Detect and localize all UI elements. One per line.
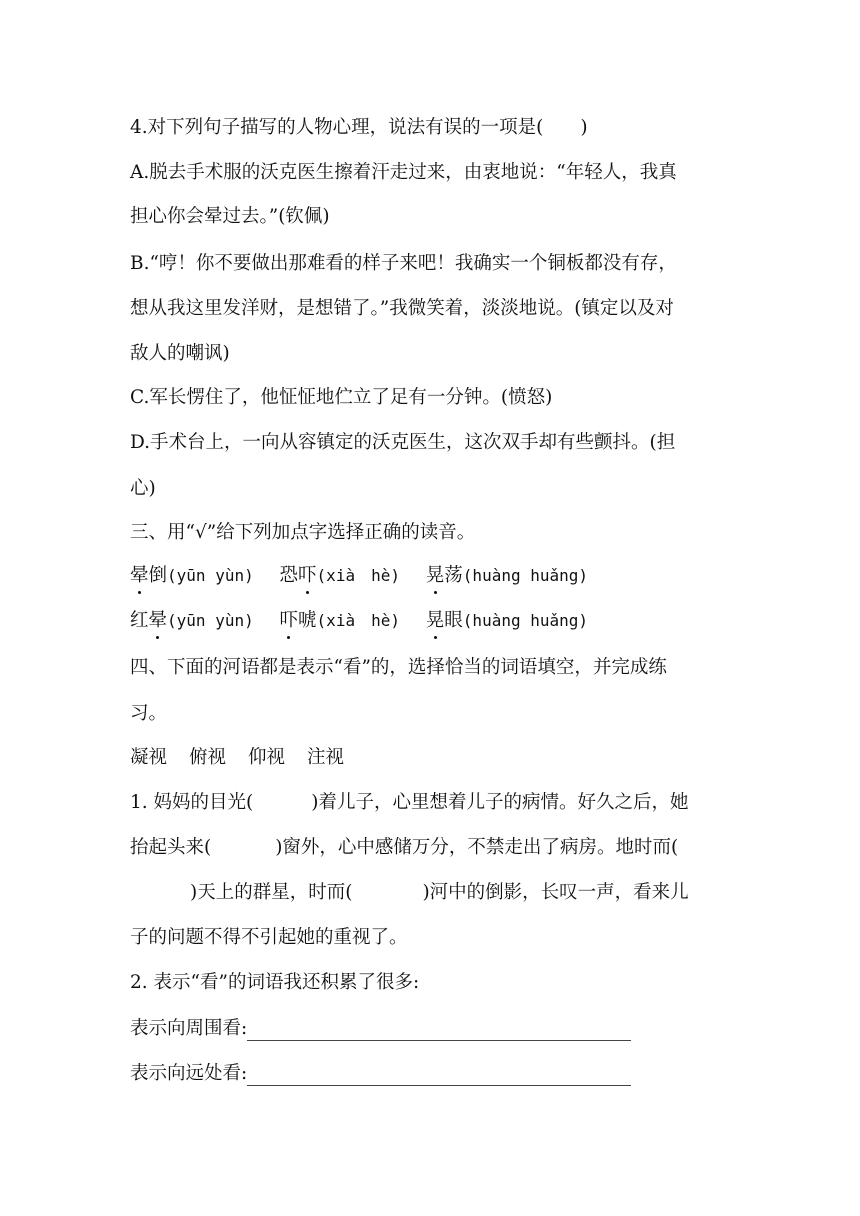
option-a-line-1: A.脱去手术服的沃克医生擦着汗走过来，由衷地说：“年轻人，我真 — [130, 162, 677, 183]
plain-char: 恐 — [279, 565, 299, 586]
fill-paragraph-line-3 — [130, 881, 689, 905]
option-c-line-1: C.军长愣住了，他怔怔地伫立了足有一分钟。(愤怒) — [130, 387, 553, 408]
dotted-char: 晕 — [130, 565, 149, 586]
dotted-char: 晃 — [425, 610, 445, 631]
answer-label: 表示向周围看: — [130, 1018, 248, 1039]
text-fragment: )窗外，心中感储万分，不禁走出了病房。地时而( — [275, 837, 679, 858]
pinyin-options: (yūn yùn) — [167, 566, 254, 585]
text-fragment: )着儿子，心里想着儿子的病情。好久之后，她 — [311, 792, 689, 813]
dotted-char: 晃 — [425, 565, 445, 586]
word-bank-item: 凝视 — [130, 747, 168, 768]
pinyin-options: (xià hè) — [316, 566, 400, 585]
dotted-char: 吓 — [298, 565, 317, 586]
fill-paragraph-line-1 — [130, 791, 688, 815]
word-bank-item: 注视 — [307, 747, 345, 768]
option-b-line-1: B.“哼！你不要做出那难看的样子来吧！我确实一个铜板都没有存， — [130, 253, 677, 274]
pinyin-options: (huàng huǎng) — [462, 611, 589, 630]
text-fragment: )河中的倒影，长叹一声，看来儿 — [422, 882, 689, 903]
text-fragment: )天上的群星，时而( — [190, 882, 353, 903]
pinyin-row-1 — [130, 564, 588, 588]
option-b-line-3: 敌人的嘲讽) — [130, 343, 230, 364]
answer-blank[interactable] — [247, 1065, 631, 1086]
plain-char: 眼 — [444, 610, 463, 631]
practice-2-stem: 2. 表示“看”的词语我还积累了很多: — [130, 972, 420, 993]
option-d-line-1: D.手术台上，一向从容镇定的沃克医生，这次双手却有些颤抖。(担 — [130, 432, 676, 453]
dotted-char: 吓 — [279, 610, 299, 631]
answer-line-far — [130, 1062, 631, 1086]
plain-char: 荡 — [444, 565, 463, 586]
word-bank-item: 仰视 — [248, 747, 286, 768]
pinyin-row-2 — [130, 609, 588, 633]
option-d-line-2: 心) — [130, 478, 156, 499]
dotted-char: 晕 — [148, 610, 168, 631]
option-b-line-2: 想从我这里发洋财，是想错了。”我微笑着，淡淡地说。(镇定以及对 — [130, 298, 674, 319]
section-4-heading-line-1: 四、下面的河语都是表示“看”的，选择恰当的词语填空，并完成练 — [130, 657, 667, 678]
section-4-heading-line-2: 习。 — [130, 703, 168, 724]
answer-blank[interactable] — [247, 1020, 631, 1041]
text-fragment: 抬起头来( — [130, 837, 212, 858]
plain-char: 红 — [130, 610, 149, 631]
option-a-line-2: 担心你会晕过去。”(钦佩) — [130, 206, 330, 227]
section-3-heading: 三、用“√”给下列加点字选择正确的读音。 — [130, 522, 476, 543]
fill-paragraph-line-2 — [130, 836, 678, 860]
plain-char: 倒 — [148, 565, 168, 586]
question-4-stem: 4.对下列句子描写的人物心理，说法有误的一项是( ) — [130, 117, 588, 138]
text-fragment: 1. 妈妈的目光( — [130, 792, 254, 813]
plain-char: 唬 — [298, 610, 317, 631]
fill-paragraph-line-4: 子的问题不得不引起她的重视了。 — [130, 927, 408, 948]
answer-line-around — [130, 1017, 631, 1041]
word-bank-item: 俯视 — [189, 747, 227, 768]
pinyin-options: (yūn yùn) — [167, 611, 254, 630]
pinyin-options: (xià hè) — [316, 611, 400, 630]
pinyin-options: (huàng huǎng) — [462, 566, 589, 585]
word-bank — [130, 746, 344, 770]
answer-label: 表示向远处看: — [130, 1063, 248, 1084]
